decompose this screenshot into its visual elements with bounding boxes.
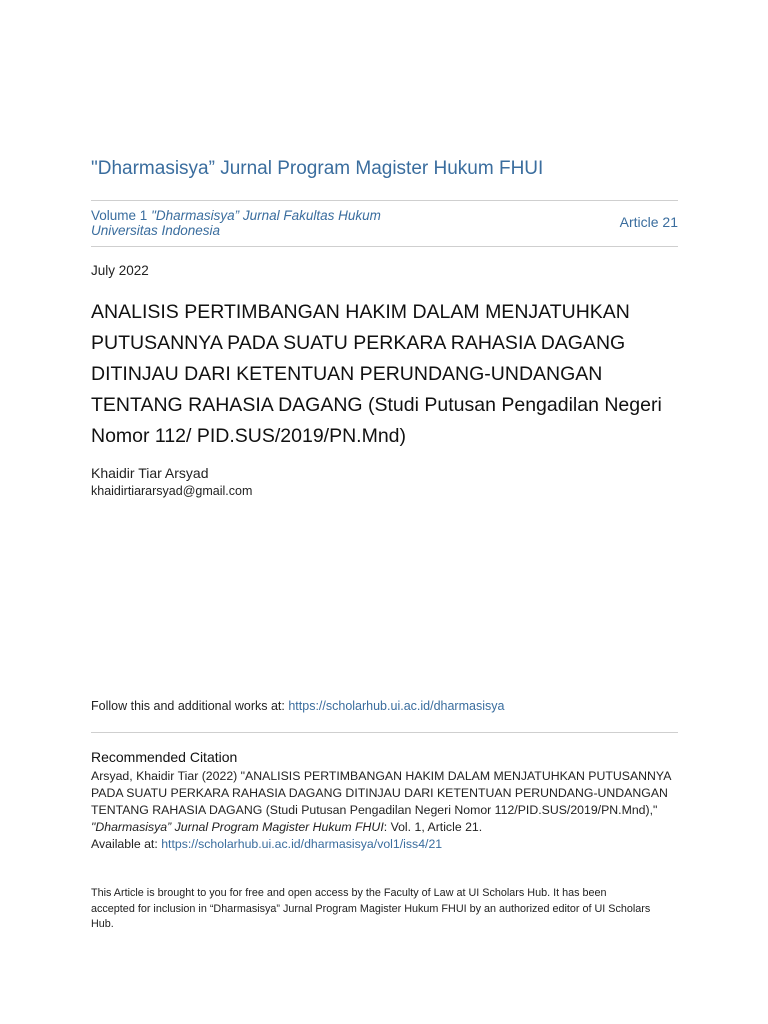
follow-line bbox=[91, 699, 504, 713]
author-name: Khaidir Tiar Arsyad bbox=[91, 465, 209, 481]
volume-issue bbox=[91, 209, 391, 238]
volume-divider bbox=[91, 246, 678, 247]
citation-block bbox=[91, 768, 681, 853]
article-number-link[interactable]: Article 21 bbox=[619, 214, 678, 230]
citation-available-label: Available at: bbox=[91, 837, 158, 851]
follow-text: Follow this and additional works at: bbox=[91, 699, 285, 713]
journal-title-link[interactable]: "Dharmasisya” Jurnal Program Magister Hukum FHUI bbox=[91, 158, 544, 179]
citation-vol: : Vol. 1, Article 21. bbox=[383, 820, 483, 834]
volume-link[interactable]: Volume 1 bbox=[91, 208, 148, 223]
citation-url-link[interactable]: https://scholarhub.ui.ac.id/dharmasisya/vol1/iss4/21 bbox=[161, 837, 443, 851]
open-access-notice: This Article is brought to you for free and open access by the Faculty of Law at UI Scholars Hub. It has been accepted for inclusion in “Dharmasisya” Jurnal Program Magister Hukum FHUI by an authorized editor of UI Scholars Hub. bbox=[91, 887, 651, 930]
citation-heading: Recommended Citation bbox=[91, 749, 238, 765]
citation-body: Arsyad, Khaidir Tiar (2022) "ANALISIS PERTIMBANGAN HAKIM DALAM MENJATUHKAN PUTUSANNYA PADA SUATU PERKARA RAHASIA DAGANG DITINJAU DARI KETENTUAN PERUNDANG-UNDANGAN TENTANG RAHASIA DAGANG (Studi Putusan Pengadilan Negeri Nomor 112/PID.SUS/2019/PN.Mnd)," bbox=[91, 769, 671, 817]
citation-journal: "Dharmasisya” Jurnal Program Magister Hukum FHUI bbox=[91, 820, 384, 834]
issue-link[interactable]: "Dharmasisya” Jurnal Fakultas Hukum Universitas Indonesia bbox=[91, 208, 381, 238]
volume-row bbox=[91, 209, 678, 239]
author-email: khaidirtiararsyad@gmail.com bbox=[91, 484, 253, 498]
article-title: ANALISIS PERTIMBANGAN HAKIM DALAM MENJATUHKAN PUTUSANNYA PADA SUATU PERKARA RAHASIA DAGANG DITINJAU DARI KETENTUAN PERUNDANG-UNDANGAN TENTANG RAHASIA DAGANG (Studi Putusan Pengadilan Negeri Nomor 112/ PID.SUS/2019/PN.Mnd) bbox=[91, 301, 662, 447]
publication-date: July 2022 bbox=[91, 263, 149, 278]
top-divider bbox=[91, 200, 678, 201]
citation-divider bbox=[91, 732, 678, 733]
follow-url-link[interactable]: https://scholarhub.ui.ac.id/dharmasisya bbox=[288, 699, 505, 713]
